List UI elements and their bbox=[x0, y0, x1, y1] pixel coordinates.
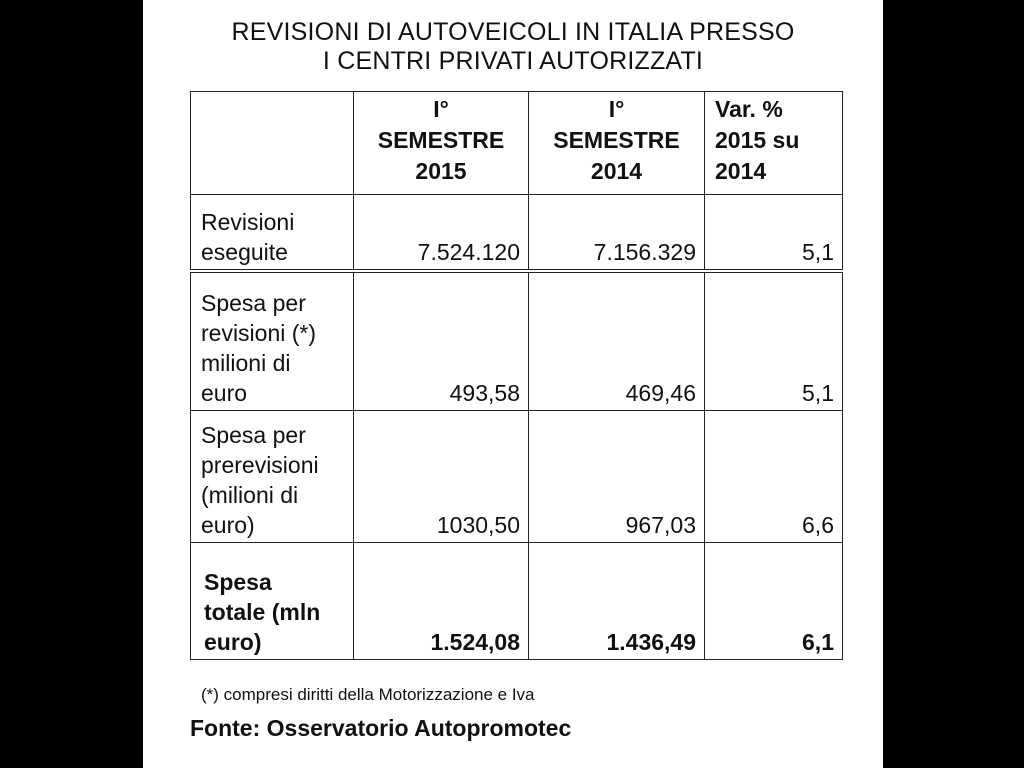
table-row-total bbox=[191, 543, 843, 660]
title-line-1: REVISIONI DI AUTOVEICOLI IN ITALIA PRESSO bbox=[231, 18, 795, 46]
cell-value: 7.524.120 bbox=[354, 195, 529, 271]
cell-value: 1.436,49 bbox=[529, 543, 705, 660]
table-header-row bbox=[191, 92, 843, 195]
table-row bbox=[191, 411, 843, 543]
cell-value: 5,1 bbox=[705, 271, 843, 411]
header-semestre-2015: I° SEMESTRE 2015 bbox=[354, 92, 529, 195]
cell-value: 1.524,08 bbox=[354, 543, 529, 660]
row-label-revisioni-eseguite: Revisioni eseguite bbox=[191, 195, 354, 271]
cell-value: 967,03 bbox=[529, 411, 705, 543]
row-label-spesa-revisioni: Spesa per revisioni (*) milioni di euro bbox=[191, 271, 354, 411]
cell-value: 5,1 bbox=[705, 195, 843, 271]
cell-value: 7.156.329 bbox=[529, 195, 705, 271]
page-title bbox=[143, 18, 883, 76]
header-variation: Var. % 2015 su 2014 bbox=[705, 92, 843, 195]
header-empty-cell bbox=[191, 92, 354, 195]
cell-value: 6,1 bbox=[705, 543, 843, 660]
footnote: (*) compresi diritti della Motorizzazione e Iva bbox=[201, 685, 535, 704]
cell-value: 1030,50 bbox=[354, 411, 529, 543]
title-line-2: I CENTRI PRIVATI AUTORIZZATI bbox=[322, 47, 704, 75]
table-row bbox=[191, 271, 843, 411]
header-semestre-2014: I° SEMESTRE 2014 bbox=[529, 92, 705, 195]
row-label-spesa-totale: Spesa totale (mln euro) bbox=[191, 543, 354, 660]
source-credit: Fonte: Osservatorio Autopromotec bbox=[190, 715, 572, 741]
document-page bbox=[143, 0, 883, 768]
revisions-table bbox=[190, 91, 843, 660]
cell-value: 6,6 bbox=[705, 411, 843, 543]
row-label-spesa-prerevisioni: Spesa per prerevisioni (milioni di euro) bbox=[191, 411, 354, 543]
table-row bbox=[191, 195, 843, 271]
cell-value: 493,58 bbox=[354, 271, 529, 411]
cell-value: 469,46 bbox=[529, 271, 705, 411]
